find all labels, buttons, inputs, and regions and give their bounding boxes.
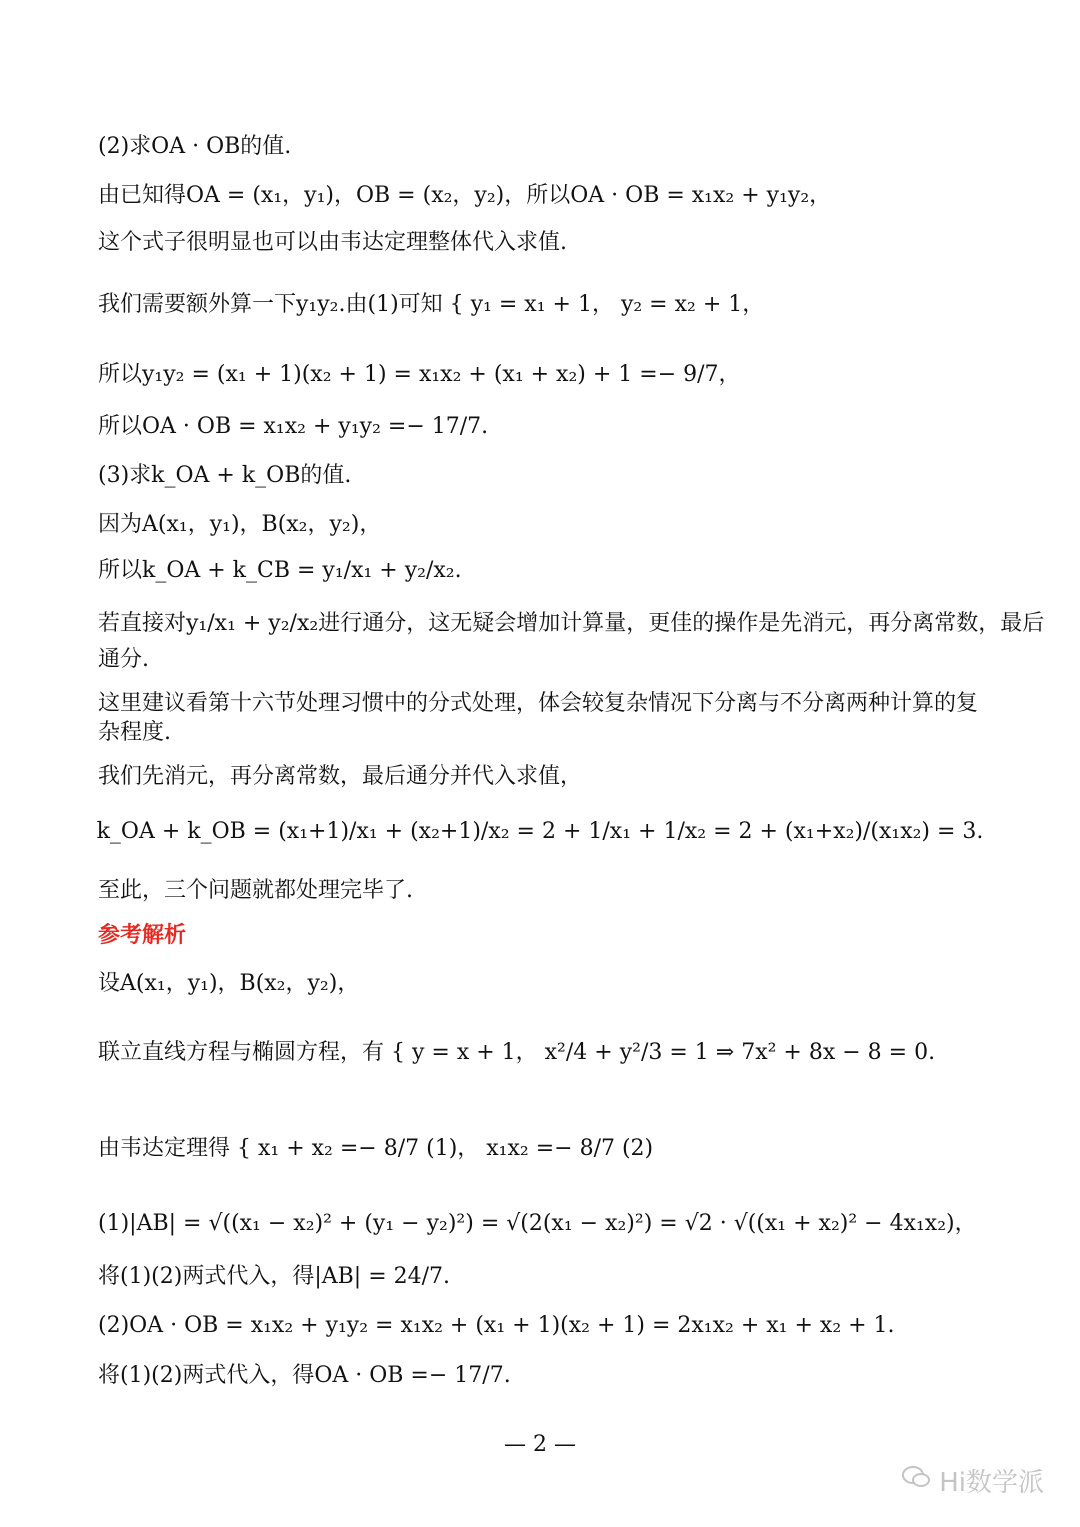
line-19: (1)|AB| = √((x₁ − x₂)² + (y₁ − y₂)²) = √(2(x₁ − x₂)²) = √2 · √((x₁ + x₂)² − 4x₁x₂)， [98, 1211, 977, 1236]
line-17: 联立直线方程与椭圆方程，有 { y = x + 1， x²/4 + y²/3 = 1 ⇒ 7x² + 8x − 8 = 0. [98, 1040, 936, 1065]
watermark-text: Hi数学派 [939, 1468, 1044, 1498]
line-5: 所以y₁y₂ = (x₁ + 1)(x₂ + 1) = x₁x₂ + (x₁ + x₂) + 1 =− 9/7， [98, 362, 741, 387]
line-9: 所以k_OA + k_CB = y₁/x₁ + y₂/x₂. [98, 558, 462, 583]
line-1: (2)求OA · OB的值. [98, 134, 292, 159]
wechat-icon [901, 1464, 931, 1497]
line-6: 所以OA · OB = x₁x₂ + y₁y₂ =− 17/7. [98, 414, 489, 439]
line-21: (2)OA · OB = x₁x₂ + y₁y₂ = x₁x₂ + (x₁ + 1)(x₂ + 1) = 2x₁x₂ + x₁ + x₂ + 1. [98, 1313, 895, 1338]
line-22: 将(1)(2)两式代入，得OA · OB =− 17/7. [98, 1363, 511, 1388]
line-16: 设A(x₁，y₁)，B(x₂，y₂)， [98, 971, 360, 996]
line-4: 我们需要额外算一下y₁y₂.由(1)可知 { y₁ = x₁ + 1， y₂ = x₂ + 1， [98, 292, 765, 317]
line-18: 由韦达定理得 { x₁ + x₂ =− 8/7 (1)， x₁x₂ =− 8/7 (2) [98, 1136, 654, 1161]
line-13: 杂程度. [98, 720, 171, 745]
line-20: 将(1)(2)两式代入，得|AB| = 24/7. [98, 1264, 451, 1289]
line-3: 这个式子很明显也可以由韦达定理整体代入求值. [98, 230, 567, 255]
reference-solution-heading: 参考解析 [98, 922, 187, 948]
display-equation: k_OA + k_OB = (x₁+1)/x₁ + (x₂+1)/x₂ = 2 + 1/x₁ + 1/x₂ = 2 + (x₁+x₂)/(x₁x₂) = 3. [96, 819, 984, 844]
line-14: 我们先消元，再分离常数，最后通分并代入求值， [98, 764, 583, 789]
line-15: 至此，三个问题就都处理完毕了. [98, 878, 413, 903]
page-number: — 2 — [504, 1432, 576, 1457]
watermark [901, 1462, 1044, 1499]
line-11: 通分. [98, 647, 149, 672]
line-12: 这里建议看第十六节处理习惯中的分式处理，体会较复杂情况下分离与不分离两种计算的复 [98, 691, 979, 716]
line-8: 因为A(x₁，y₁)，B(x₂，y₂)， [98, 512, 382, 537]
line-7: (3)求k_OA + k_OB的值. [98, 463, 352, 488]
line-2: 由已知得OA = (x₁，y₁)，OB = (x₂，y₂)，所以OA · OB = x₁x₂ + y₁y₂， [98, 183, 832, 208]
line-10: 若直接对y₁/x₁ + y₂/x₂进行通分，这无疑会增加计算量，更佳的操作是先消元，再分离常数，最后 [98, 611, 1045, 636]
